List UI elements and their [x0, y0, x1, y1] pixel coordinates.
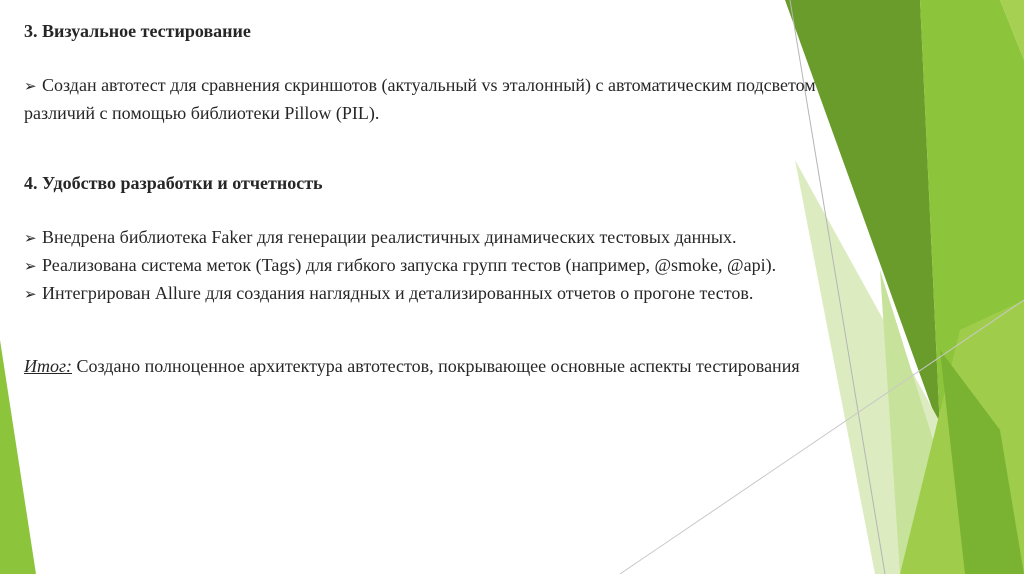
bullet-item	[24, 280, 824, 308]
bullet-text: Интегрирован Allure для создания наглядных и детализированных отчетов о прогоне тестов.	[42, 283, 754, 303]
summary-text: Создано полноценное архитектура автотестов, покрывающее основные аспекты тестирования	[72, 356, 800, 376]
bullet-text: Реализована система меток (Tags) для гибкого запуска групп тестов (например, @smoke, @api).	[42, 255, 777, 275]
bullet-item	[24, 72, 824, 127]
spacer	[24, 45, 824, 72]
spacer	[24, 127, 824, 170]
arrow-bullet-icon: ➢	[24, 257, 37, 275]
bullet-text: Создан автотест для сравнения скриншотов (актуальный vs эталонный) с автоматическим подсветом различий с помощью библиотеки Pillow (PIL).	[24, 75, 816, 123]
bullet-item	[24, 224, 824, 252]
bullet-item	[24, 252, 824, 280]
section-3-heading: 3. Визуальное тестирование	[24, 21, 251, 41]
section-4-heading: 4. Удобство разработки и отчетность	[24, 173, 323, 193]
summary	[24, 353, 824, 380]
summary-label: Итог:	[24, 356, 73, 376]
slide-content	[24, 18, 824, 380]
arrow-bullet-icon: ➢	[24, 229, 37, 247]
arrow-bullet-icon: ➢	[24, 77, 37, 95]
spacer	[24, 197, 824, 224]
arrow-bullet-icon: ➢	[24, 285, 37, 303]
bullet-text: Внедрена библиотека Faker для генерации реалистичных динамических тестовых данных.	[42, 227, 737, 247]
spacer	[24, 308, 824, 353]
